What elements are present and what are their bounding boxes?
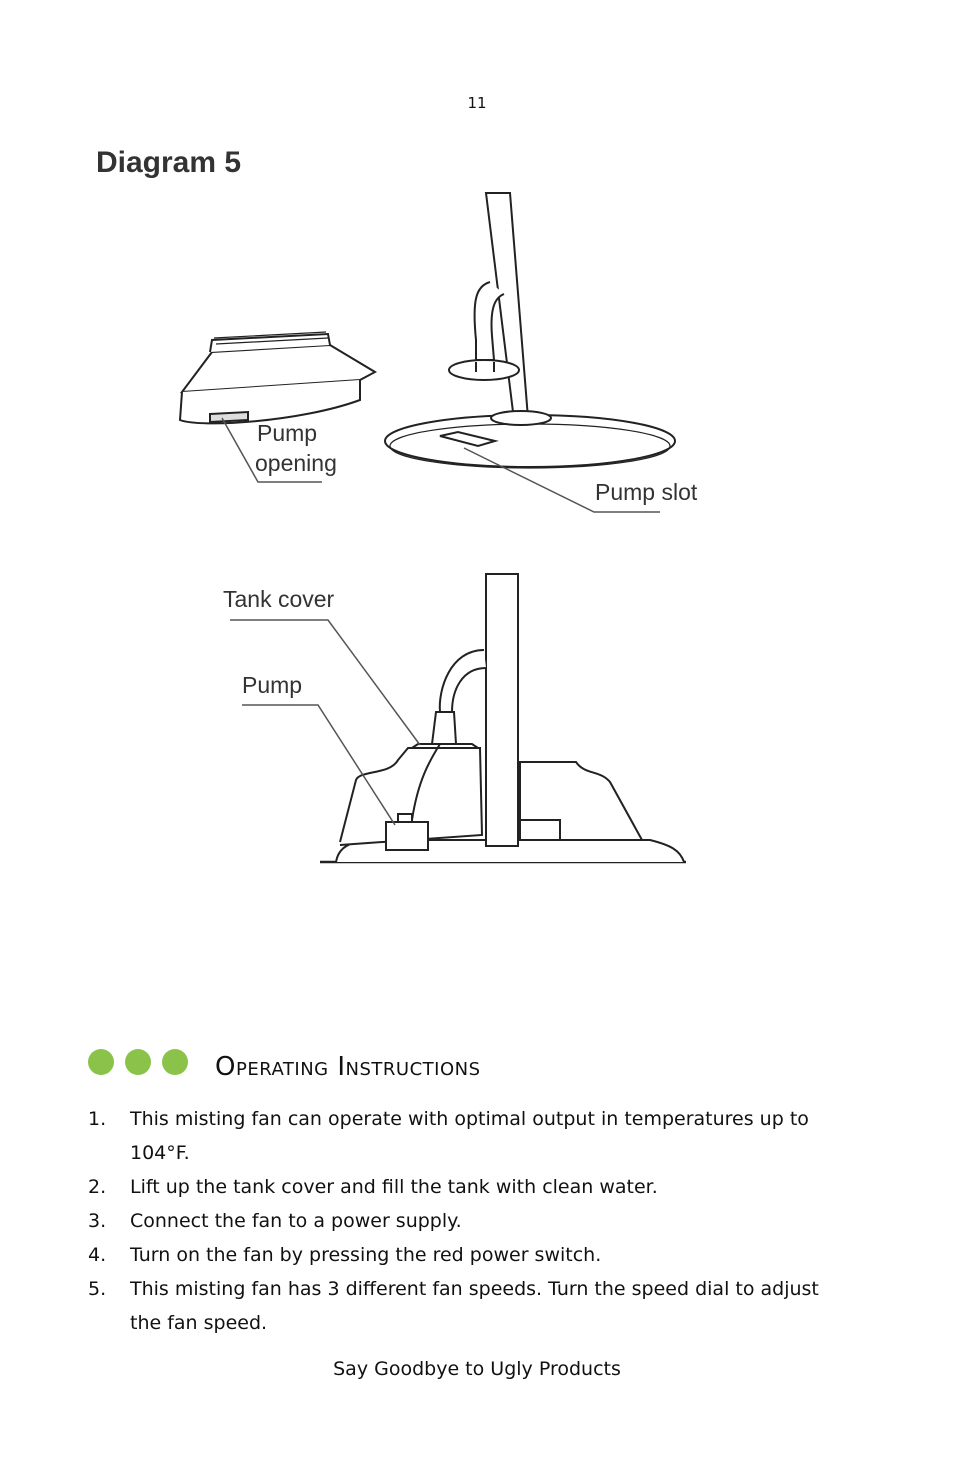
list-item: 1. This misting fan can operate with optimal output in temperatures up to 104°F. [88,1108,809,1164]
bullet-dot-icon [125,1049,151,1075]
list-item: 4. Turn on the fan by pressing the red power switch. [88,1244,602,1266]
label-pump-opening-line1: Pump [257,420,318,446]
section-header [88,1042,481,1082]
label-pump-slot: Pump slot [595,479,698,505]
assembled-fan-drawing [320,574,686,862]
instruction-list [88,1102,848,1340]
bullet-dot-icon [162,1049,188,1075]
list-item: 2. Lift up the tank cover and fill the tank with clean water. [88,1176,658,1198]
label-tank-cover: Tank cover [223,586,335,612]
page-number: 11 [467,94,487,112]
label-pump: Pump [242,672,303,698]
fan-base-drawing [385,193,675,468]
label-pump-opening-line2: opening [255,450,337,476]
section-title: Operating Instructions [215,1052,481,1082]
tank-cover-drawing [180,332,375,423]
list-item: 3. Connect the fan to a power supply. [88,1210,462,1232]
footer-tagline: Say Goodbye to Ugly Products [333,1358,621,1380]
list-item: 5. This misting fan has 3 different fan speeds. Turn the speed dial to adjust the fan speed. [88,1278,819,1334]
bullet-dot-icon [88,1049,114,1075]
diagram-title: Diagram 5 [96,146,242,179]
